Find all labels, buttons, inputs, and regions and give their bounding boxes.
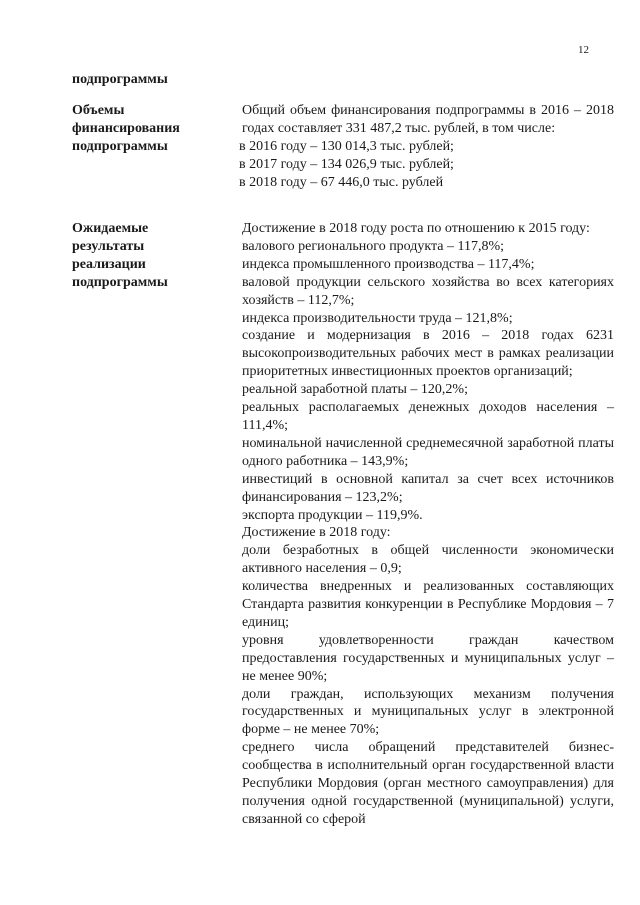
results-paragraph: индекса производительности труда – 121,8%;: [242, 310, 513, 326]
results-paragraph: реальной заработной платы – 120,2%;: [242, 382, 468, 398]
funding-paragraph: в 2018 году – 67 446,0 тыс. рублей: [239, 174, 444, 190]
results-heading-line: реализации: [72, 257, 146, 272]
funding-heading-line: финансирования: [72, 121, 180, 136]
funding-heading-line: Объемы: [72, 103, 125, 118]
results-paragraph: номинальной начисленной среднемесячной заработной платы одного работника – 143,9%;: [242, 435, 614, 469]
continued-heading: подпрограммы: [72, 72, 168, 87]
results-paragraph: индекса промышленного производства – 117,4%;: [242, 256, 535, 272]
results-paragraph: реальных располагаемых денежных доходов населения – 111,4%;: [242, 400, 614, 433]
funding-paragraph: в 2016 году – 130 014,3 тыс. рублей;: [239, 138, 454, 154]
results-paragraph: инвестиций в основной капитал за счет всех источников финансирования – 123,2%;: [242, 471, 614, 505]
results-paragraph: доли безработных в общей численности экономически активного населения – 0,9;: [242, 543, 614, 577]
results-heading-line: Ожидаемые: [72, 221, 149, 236]
results-paragraph: валовой продукции сельского хозяйства во всех категориях хозяйств – 112,7%;: [242, 274, 614, 308]
results-heading: [72, 220, 220, 292]
funding-heading: [72, 102, 220, 156]
results-paragraph: Достижение в 2018 году роста по отношению к 2015 году:: [242, 221, 590, 236]
funding-paragraph: Общий объем финансирования подпрограммы в 2016 – 2018 годах составляет 331 487,2 тыс. рублей, в том числе:: [242, 103, 614, 136]
funding-text: [239, 102, 614, 192]
funding-paragraph: в 2017 году – 134 026,9 тыс. рублей;: [239, 156, 454, 172]
results-paragraph: создание и модернизация в 2016 – 2018 годах 6231 высокопроизводительных рабочих мест в рамках реализации приоритетных инвестиционных проектов организаций;: [242, 328, 614, 380]
results-paragraph: среднего числа обращений представителей бизнес-сообщества в исполнительный орган государственной власти Республики Мордовия (орган местного самоуправления) для получения одной государственной (муниципальной) услуги, связанной со сферой: [242, 740, 614, 827]
results-paragraph: уровня удовлетворенности граждан качеством предоставления государственных и муниципальных услуг – не менее 90%;: [242, 632, 614, 684]
results-paragraph: количества внедренных и реализованных составляющих Стандарта развития конкуренции в Республике Мордовия – 7 единиц;: [242, 579, 614, 630]
results-text: [242, 220, 614, 829]
page-number: 12: [578, 44, 589, 56]
funding-heading-line: подпрограммы: [72, 139, 168, 154]
results-paragraph: экспорта продукции – 119,9%.: [242, 507, 423, 523]
results-heading-line: подпрограммы: [72, 275, 168, 290]
results-paragraph: доли граждан, использующих механизм получения государственных и муниципальных услуг в электронной форме – не менее 70%;: [242, 686, 614, 738]
results-heading-line: результаты: [72, 239, 145, 254]
results-paragraph: Достижение в 2018 году:: [242, 525, 391, 541]
results-paragraph: валового регионального продукта – 117,8%;: [242, 238, 505, 254]
